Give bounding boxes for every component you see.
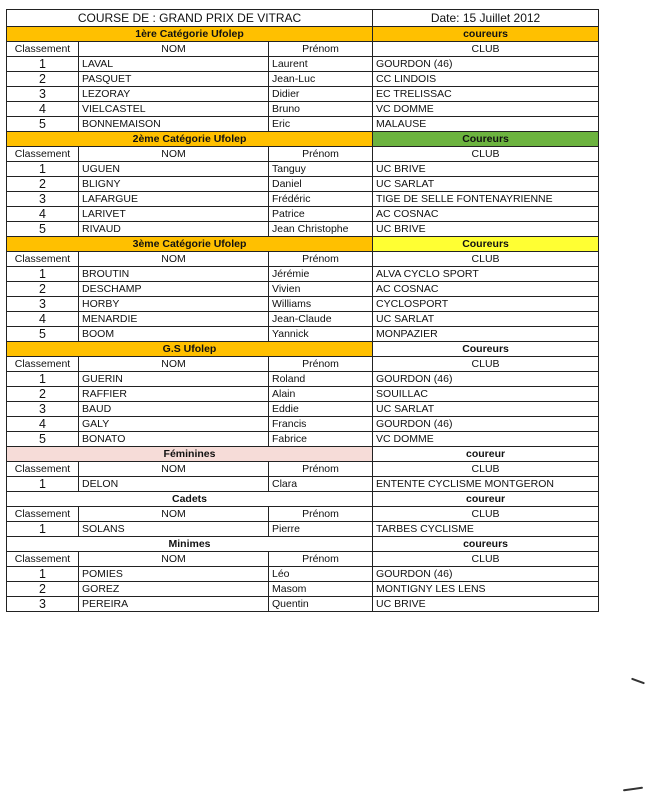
category-title: Féminines <box>7 447 373 462</box>
nom-cell: BROUTIN <box>79 267 269 282</box>
club-cell: MONTIGNY LES LENS <box>373 582 599 597</box>
rider-row <box>7 477 599 492</box>
category-title: Cadets <box>7 492 373 507</box>
nom-header: NOM <box>79 252 269 267</box>
rank-cell: 2 <box>7 387 79 402</box>
club-header: CLUB <box>373 147 599 162</box>
prenom-cell: Clara <box>269 477 373 492</box>
nom-cell: BLIGNY <box>79 177 269 192</box>
column-header-row <box>7 147 599 162</box>
coureurs-label: Coureurs <box>373 132 599 147</box>
rank-cell: 2 <box>7 177 79 192</box>
rank-cell: 5 <box>7 117 79 132</box>
prenom-header: Prénom <box>269 552 373 567</box>
nom-cell: UGUEN <box>79 162 269 177</box>
prenom-cell: Léo <box>269 567 373 582</box>
race-date: Date: 15 Juillet 2012 <box>373 10 599 27</box>
nom-cell: PASQUET <box>79 72 269 87</box>
rider-row <box>7 402 599 417</box>
rank-cell: 3 <box>7 297 79 312</box>
prenom-cell: Bruno <box>269 102 373 117</box>
classement-header: Classement <box>7 507 79 522</box>
rank-cell: 1 <box>7 567 79 582</box>
club-cell: GOURDON (46) <box>373 417 599 432</box>
prenom-header: Prénom <box>269 42 373 57</box>
category-header-row <box>7 342 599 357</box>
club-cell: MONPAZIER <box>373 327 599 342</box>
nom-cell: BOOM <box>79 327 269 342</box>
rider-row <box>7 222 599 237</box>
nom-cell: RAFFIER <box>79 387 269 402</box>
prenom-header: Prénom <box>269 462 373 477</box>
coureurs-label: coureur <box>373 447 599 462</box>
rank-cell: 4 <box>7 102 79 117</box>
club-cell: UC SARLAT <box>373 312 599 327</box>
rider-row <box>7 57 599 72</box>
prenom-cell: Jérémie <box>269 267 373 282</box>
club-cell: AC COSNAC <box>373 282 599 297</box>
scan-speck <box>623 787 643 792</box>
club-cell: AC COSNAC <box>373 207 599 222</box>
prenom-cell: Fabrice <box>269 432 373 447</box>
category-title: 3ème Catégorie Ufolep <box>7 237 373 252</box>
coureurs-label: coureur <box>373 492 599 507</box>
results-sheet <box>6 9 598 612</box>
nom-cell: PEREIRA <box>79 597 269 612</box>
club-cell: UC BRIVE <box>373 222 599 237</box>
classement-header: Classement <box>7 147 79 162</box>
category-title: 1ère Catégorie Ufolep <box>7 27 373 42</box>
prenom-cell: Vivien <box>269 282 373 297</box>
club-cell: VC DOMME <box>373 102 599 117</box>
club-header: CLUB <box>373 507 599 522</box>
classement-header: Classement <box>7 42 79 57</box>
rank-cell: 2 <box>7 582 79 597</box>
prenom-cell: Frédéric <box>269 192 373 207</box>
nom-cell: DELON <box>79 477 269 492</box>
column-header-row <box>7 252 599 267</box>
rider-row <box>7 312 599 327</box>
prenom-cell: Didier <box>269 87 373 102</box>
rank-cell: 1 <box>7 57 79 72</box>
prenom-header: Prénom <box>269 507 373 522</box>
column-header-row <box>7 357 599 372</box>
rider-row <box>7 207 599 222</box>
rank-cell: 1 <box>7 267 79 282</box>
club-cell: GOURDON (46) <box>373 372 599 387</box>
rider-row <box>7 327 599 342</box>
rank-cell: 5 <box>7 432 79 447</box>
club-header: CLUB <box>373 252 599 267</box>
rider-row <box>7 117 599 132</box>
prenom-cell: Daniel <box>269 177 373 192</box>
category-header-row <box>7 492 599 507</box>
category-title: Minimes <box>7 537 373 552</box>
rank-cell: 2 <box>7 72 79 87</box>
club-cell: UC BRIVE <box>373 597 599 612</box>
title-row <box>7 10 599 27</box>
rank-cell: 5 <box>7 327 79 342</box>
rider-row <box>7 72 599 87</box>
club-cell: GOURDON (46) <box>373 567 599 582</box>
nom-header: NOM <box>79 552 269 567</box>
rider-row <box>7 267 599 282</box>
category-title: 2ème Catégorie Ufolep <box>7 132 373 147</box>
nom-cell: POMIES <box>79 567 269 582</box>
club-cell: CC LINDOIS <box>373 72 599 87</box>
rider-row <box>7 282 599 297</box>
rank-cell: 3 <box>7 192 79 207</box>
rider-row <box>7 372 599 387</box>
coureurs-label: coureurs <box>373 27 599 42</box>
nom-cell: RIVAUD <box>79 222 269 237</box>
nom-cell: VIELCASTEL <box>79 102 269 117</box>
prenom-cell: Alain <box>269 387 373 402</box>
nom-cell: LAVAL <box>79 57 269 72</box>
prenom-cell: Eddie <box>269 402 373 417</box>
prenom-cell: Laurent <box>269 57 373 72</box>
nom-cell: LARIVET <box>79 207 269 222</box>
club-cell: UC SARLAT <box>373 402 599 417</box>
prenom-cell: Patrice <box>269 207 373 222</box>
scan-speck <box>631 678 645 685</box>
column-header-row <box>7 552 599 567</box>
club-header: CLUB <box>373 552 599 567</box>
rider-row <box>7 87 599 102</box>
nom-cell: BONNEMAISON <box>79 117 269 132</box>
nom-header: NOM <box>79 507 269 522</box>
rank-cell: 4 <box>7 207 79 222</box>
classement-header: Classement <box>7 552 79 567</box>
prenom-cell: Roland <box>269 372 373 387</box>
prenom-cell: Masom <box>269 582 373 597</box>
club-header: CLUB <box>373 42 599 57</box>
rank-cell: 3 <box>7 402 79 417</box>
prenom-cell: Eric <box>269 117 373 132</box>
rank-cell: 5 <box>7 222 79 237</box>
nom-cell: GUERIN <box>79 372 269 387</box>
prenom-header: Prénom <box>269 252 373 267</box>
club-cell: SOUILLAC <box>373 387 599 402</box>
rider-row <box>7 582 599 597</box>
rider-row <box>7 522 599 537</box>
rider-row <box>7 297 599 312</box>
prenom-cell: Tanguy <box>269 162 373 177</box>
rider-row <box>7 432 599 447</box>
nom-cell: GALY <box>79 417 269 432</box>
nom-cell: SOLANS <box>79 522 269 537</box>
nom-cell: DESCHAMP <box>79 282 269 297</box>
prenom-cell: Quentin <box>269 597 373 612</box>
column-header-row <box>7 462 599 477</box>
prenom-cell: Jean Christophe <box>269 222 373 237</box>
category-header-row <box>7 447 599 462</box>
rank-cell: 3 <box>7 87 79 102</box>
rank-cell: 1 <box>7 372 79 387</box>
prenom-cell: Yannick <box>269 327 373 342</box>
nom-header: NOM <box>79 42 269 57</box>
rider-row <box>7 162 599 177</box>
column-header-row <box>7 507 599 522</box>
club-cell: EC TRELISSAC <box>373 87 599 102</box>
club-cell: MALAUSE <box>373 117 599 132</box>
nom-cell: MENARDIE <box>79 312 269 327</box>
nom-cell: BONATO <box>79 432 269 447</box>
prenom-header: Prénom <box>269 147 373 162</box>
prenom-header: Prénom <box>269 357 373 372</box>
rider-row <box>7 192 599 207</box>
category-title: G.S Ufolep <box>7 342 373 357</box>
nom-header: NOM <box>79 462 269 477</box>
rank-cell: 4 <box>7 417 79 432</box>
nom-cell: BAUD <box>79 402 269 417</box>
nom-cell: LEZORAY <box>79 87 269 102</box>
category-header-row <box>7 537 599 552</box>
nom-header: NOM <box>79 357 269 372</box>
club-cell: ALVA CYCLO SPORT <box>373 267 599 282</box>
coureurs-label: Coureurs <box>373 237 599 252</box>
rider-row <box>7 567 599 582</box>
club-header: CLUB <box>373 462 599 477</box>
results-table-body <box>7 10 599 612</box>
classement-header: Classement <box>7 357 79 372</box>
prenom-cell: Francis <box>269 417 373 432</box>
club-header: CLUB <box>373 357 599 372</box>
results-table <box>6 9 599 612</box>
race-title: COURSE DE : GRAND PRIX DE VITRAC <box>7 10 373 27</box>
club-cell: GOURDON (46) <box>373 57 599 72</box>
rank-cell: 1 <box>7 477 79 492</box>
club-cell: TARBES CYCLISME <box>373 522 599 537</box>
rank-cell: 2 <box>7 282 79 297</box>
club-cell: ENTENTE CYCLISME MONTGERON <box>373 477 599 492</box>
classement-header: Classement <box>7 462 79 477</box>
nom-cell: GOREZ <box>79 582 269 597</box>
coureurs-label: coureurs <box>373 537 599 552</box>
rider-row <box>7 597 599 612</box>
nom-header: NOM <box>79 147 269 162</box>
club-cell: VC DOMME <box>373 432 599 447</box>
prenom-cell: Pierre <box>269 522 373 537</box>
rider-row <box>7 177 599 192</box>
column-header-row <box>7 42 599 57</box>
rider-row <box>7 387 599 402</box>
prenom-cell: Jean-Claude <box>269 312 373 327</box>
club-cell: UC BRIVE <box>373 162 599 177</box>
rank-cell: 4 <box>7 312 79 327</box>
category-header-row <box>7 237 599 252</box>
club-cell: UC SARLAT <box>373 177 599 192</box>
club-cell: TIGE DE SELLE FONTENAYRIENNE <box>373 192 599 207</box>
rank-cell: 3 <box>7 597 79 612</box>
nom-cell: LAFARGUE <box>79 192 269 207</box>
club-cell: CYCLOSPORT <box>373 297 599 312</box>
category-header-row <box>7 132 599 147</box>
category-header-row <box>7 27 599 42</box>
classement-header: Classement <box>7 252 79 267</box>
prenom-cell: Jean-Luc <box>269 72 373 87</box>
rank-cell: 1 <box>7 522 79 537</box>
rank-cell: 1 <box>7 162 79 177</box>
coureurs-label: Coureurs <box>373 342 599 357</box>
rider-row <box>7 102 599 117</box>
prenom-cell: Williams <box>269 297 373 312</box>
nom-cell: HORBY <box>79 297 269 312</box>
rider-row <box>7 417 599 432</box>
